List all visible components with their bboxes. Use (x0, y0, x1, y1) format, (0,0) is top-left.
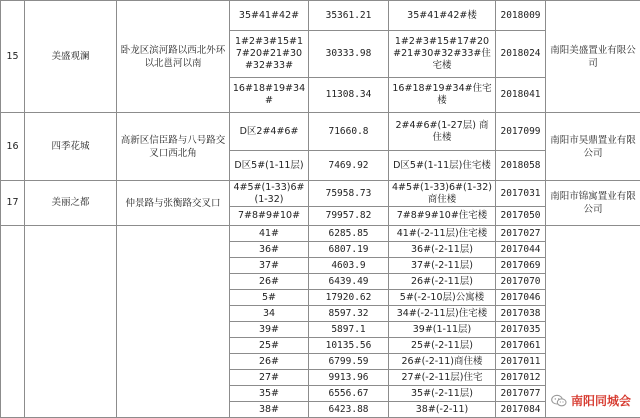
building-description: 41#(-2-11层)住宅楼 (389, 226, 496, 242)
building-description: 7#8#9#10#住宅楼 (389, 207, 496, 226)
building-description: 27#(-2-11层)住宅 (389, 370, 496, 386)
building-description: 35#(-2-11层) (389, 386, 496, 402)
permit-code: 2018009 (496, 1, 546, 31)
building-area: 11308.34 (309, 78, 389, 113)
building-description: 35#41#42#楼 (389, 1, 496, 31)
building-area: 10135.56 (309, 338, 389, 354)
building-area: 75958.73 (309, 181, 389, 207)
table-row (1, 226, 640, 242)
permit-code: 2018024 (496, 31, 546, 78)
building-description: D区5#(1-11层)住宅楼 (389, 151, 496, 181)
permit-code: 2018058 (496, 151, 546, 181)
building-area: 9913.96 (309, 370, 389, 386)
row-number (1, 226, 25, 418)
building-number: 39# (230, 322, 309, 338)
building-number: 16#18#19#34# (230, 78, 309, 113)
row-number: 17 (1, 181, 25, 226)
building-area: 30333.98 (309, 31, 389, 78)
building-area: 6285.85 (309, 226, 389, 242)
building-description: 39#(1-11层) (389, 322, 496, 338)
building-description: 4#5#(1-33)6#(1-32)商住楼 (389, 181, 496, 207)
table-row (1, 181, 640, 207)
developer-company: 南阳市昊鼎置业有限公司 (546, 113, 640, 181)
row-number: 16 (1, 113, 25, 181)
building-number: 37# (230, 258, 309, 274)
building-number: 38# (230, 402, 309, 418)
project-name: 四季花城 (25, 113, 117, 181)
building-area: 5897.1 (309, 322, 389, 338)
building-number: 34 (230, 306, 309, 322)
building-number: 36# (230, 242, 309, 258)
permit-code: 2017084 (496, 402, 546, 418)
building-number: 27# (230, 370, 309, 386)
permit-code: 2017027 (496, 226, 546, 242)
permit-code: 2017011 (496, 354, 546, 370)
permit-code: 2017035 (496, 322, 546, 338)
row-number: 15 (1, 1, 25, 113)
building-area: 6556.67 (309, 386, 389, 402)
developer-company (546, 226, 640, 418)
building-description: 38#(-2-11) (389, 402, 496, 418)
developer-company: 南阳市锦寓置业有限公司 (546, 181, 640, 226)
permit-code: 2017031 (496, 181, 546, 207)
project-name (25, 226, 117, 418)
permit-code: 2018041 (496, 78, 546, 113)
building-area: 35361.21 (309, 1, 389, 31)
building-area: 7469.92 (309, 151, 389, 181)
permit-code: 2017046 (496, 290, 546, 306)
building-description: 37#(-2-11层) (389, 258, 496, 274)
permit-code: 2017070 (496, 274, 546, 290)
building-area: 79957.82 (309, 207, 389, 226)
building-area: 8597.32 (309, 306, 389, 322)
building-number: 1#2#3#15#17#20#21#30#32#33# (230, 31, 309, 78)
building-number: 35#41#42# (230, 1, 309, 31)
building-area: 6439.49 (309, 274, 389, 290)
wechat-icon (551, 394, 567, 408)
building-description: 5#(-2-10层)公寓楼 (389, 290, 496, 306)
permit-code: 2017077 (496, 386, 546, 402)
building-area: 6799.59 (309, 354, 389, 370)
building-number: 25# (230, 338, 309, 354)
watermark-text: 南阳同城会 (571, 392, 631, 409)
building-number: 4#5#(1-33)6#(1-32) (230, 181, 309, 207)
project-location: 仲景路与张衡路交叉口 (117, 181, 230, 226)
building-description: 1#2#3#15#17#20#21#30#32#33#住宅楼 (389, 31, 496, 78)
building-number: 7#8#9#10# (230, 207, 309, 226)
permit-code: 2017050 (496, 207, 546, 226)
building-description: 36#(-2-11层) (389, 242, 496, 258)
permit-code: 2017069 (496, 258, 546, 274)
building-area: 71660.8 (309, 113, 389, 151)
building-number: 41# (230, 226, 309, 242)
watermark (548, 391, 634, 410)
building-number: 26# (230, 354, 309, 370)
building-description: 2#4#6#(1-27层) 商住楼 (389, 113, 496, 151)
building-description: 26#(-2-11)商住楼 (389, 354, 496, 370)
developer-company: 南阳美盛置业有限公司 (546, 1, 640, 113)
project-location (117, 226, 230, 418)
building-description: 34#(-2-11层)住宅楼 (389, 306, 496, 322)
permit-code: 2017012 (496, 370, 546, 386)
permit-code: 2017099 (496, 113, 546, 151)
building-number: D区2#4#6# (230, 113, 309, 151)
building-number: 5# (230, 290, 309, 306)
building-area: 4603.9 (309, 258, 389, 274)
permit-code: 2017038 (496, 306, 546, 322)
project-location: 卧龙区滨河路以西北外环以北邕河以南 (117, 1, 230, 113)
building-number: 26# (230, 274, 309, 290)
project-location: 高新区信臣路与八号路交叉口西北角 (117, 113, 230, 181)
permit-code: 2017044 (496, 242, 546, 258)
project-name: 美盛观澜 (25, 1, 117, 113)
building-description: 16#18#19#34#住宅楼 (389, 78, 496, 113)
building-area: 17920.62 (309, 290, 389, 306)
building-area: 6807.19 (309, 242, 389, 258)
permit-code: 2017061 (496, 338, 546, 354)
building-description: 25#(-2-11层) (389, 338, 496, 354)
building-description: 26#(-2-11层) (389, 274, 496, 290)
project-name: 美丽之都 (25, 181, 117, 226)
building-area: 6423.88 (309, 402, 389, 418)
table-row (1, 113, 640, 151)
building-number: 35# (230, 386, 309, 402)
building-number: D区5#(1-11层) (230, 151, 309, 181)
table-row (1, 1, 640, 31)
